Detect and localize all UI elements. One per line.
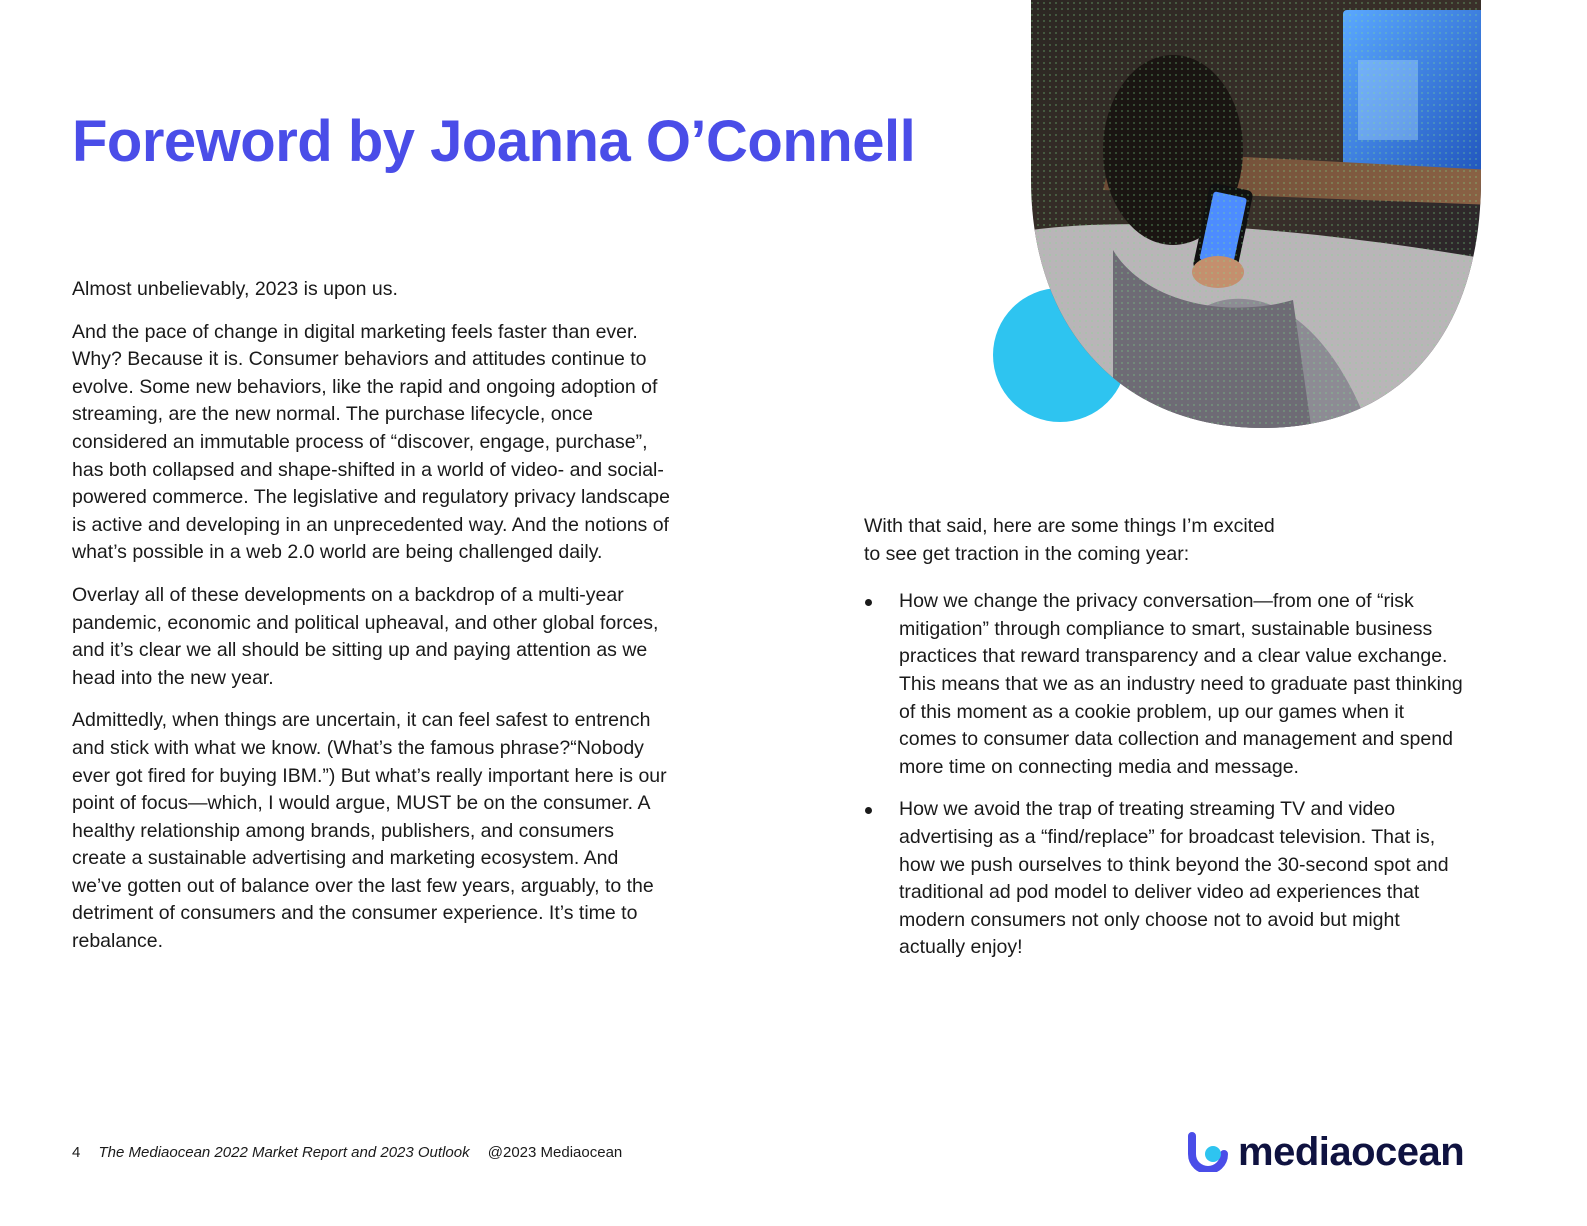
intro-paragraph: Almost unbelievably, 2023 is upon us. [72,278,398,300]
overlay-paragraph: Overlay all of these developments on a backdrop of a multi-year pandemic, economic and political upheaval, and other global forces, and it’s clear we all should be sitting up and paying attention as we head into the new year. [72,583,659,689]
left-column [72,276,672,971]
uncertainty-paragraph: Admittedly, when things are uncertain, it can feel safest to entrench and stick with what we know. (What’s the famous phrase?“Nobody ever got fired for buying IBM.”) But what’s really important here is our point of focus—which, I would argue, MUST be on the consumer. A healthy relationship among brands, publishers, and consumers create a sustainable advertising and marketing ecosystem. And we’ve gotten out of balance over the last few years, arguably, to the detriment of consumers and the consumer experience. It’s time to rebalance. [72,709,667,953]
mediaocean-logo [1186,1130,1464,1174]
pace-of-change-paragraph: And the pace of change in digital marketing feels faster than ever. Why? Because it is. Consumer behaviors and attitudes continue to evolve. Some new behaviors, like the rapid and ongoing adoption of streaming, are the new normal. The purchase lifecycle, once considered an immutable process of “discover, engage, purchase”, has both collapsed and shape-shifted in a world of video- and social-powered commerce. The legislative and regulatory privacy landscape is active and developing in an unprecedented way. And the notions of what’s possible in a web 2.0 world are being challenged daily. [72,320,670,564]
bullet-text: How we avoid the trap of treating streaming TV and video advertising as a “find/replace” for broadcast television. That is, how we push ourselves to think beyond the 30-second spot and traditional ad pod model to deliver video ad experiences that modern consumers not only choose not to avoid but might actually enjoy! [899,798,1449,959]
right-column [864,513,1464,977]
footer-copyright: @2023 Mediaocean [487,1144,623,1161]
list-item [864,588,1464,781]
logo-wordmark: mediaocean [1238,1129,1465,1174]
bullets-intro: With that said, here are some things I’m excited to see get traction in the coming year: [864,515,1275,565]
footer [72,1144,622,1161]
footer-report-title: The Mediaocean 2022 Market Report and 2023 Outlook [98,1144,470,1161]
bullet-list [864,588,1464,962]
page-number: 4 [72,1144,81,1161]
bullet-text: How we change the privacy conversation—from one of “risk mitigation” through compliance to smart, sustainable business practices that reward transparency and a clear value exchange. This means that we as an industry need to graduate past thinking of this moment as a cookie problem, up our games when it comes to consumer data collection and management and spend more time on connecting media and message. [899,590,1463,778]
page-title: Foreword by Joanna O’Connell [72,109,916,174]
mediaocean-logo-icon [1186,1132,1230,1172]
bullet-dot-icon [865,599,872,606]
bullet-dot-icon [865,807,872,814]
list-item [864,796,1464,962]
hero-image [993,0,1493,440]
